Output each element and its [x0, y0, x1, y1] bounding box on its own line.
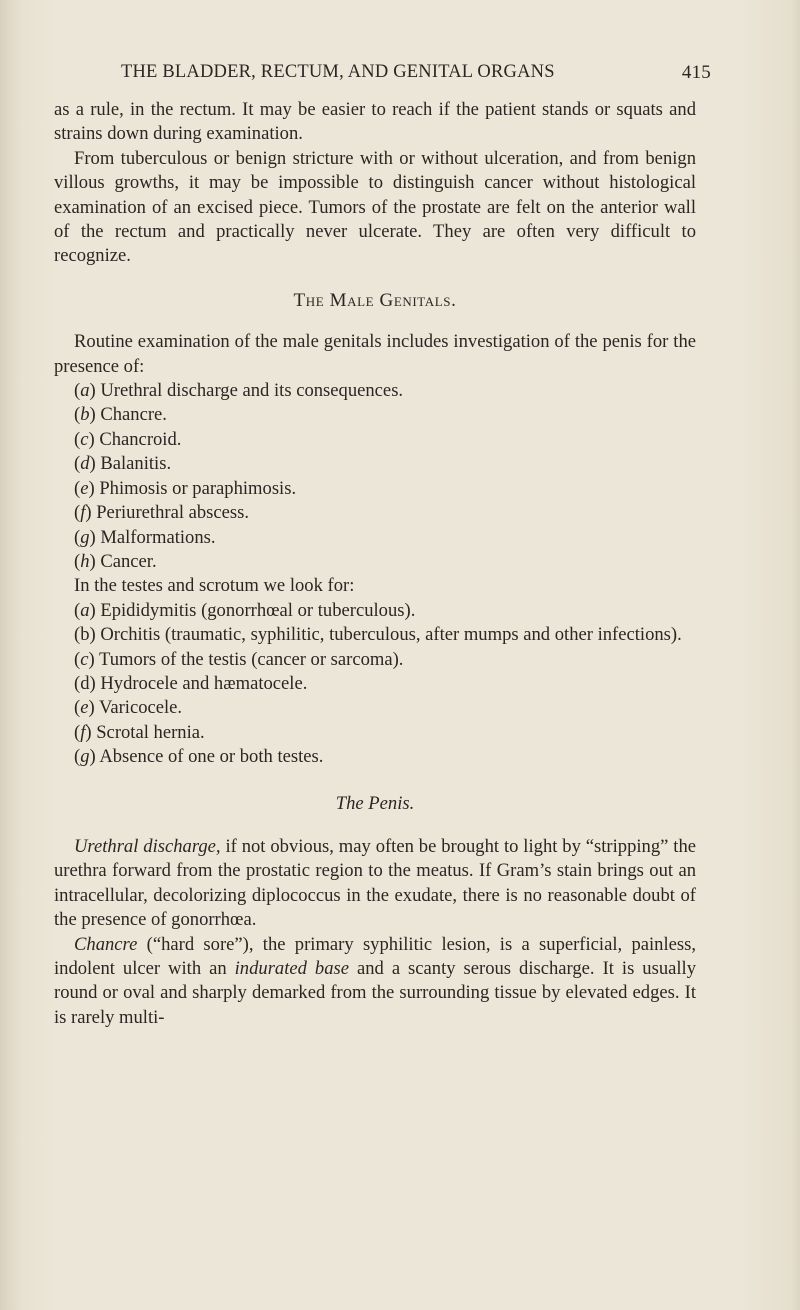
- paragraph-text: (“hard sore”), the primary syphilitic lesion, is a superficial, painless, indolent ulcer with an: [54, 933, 696, 979]
- list-letter: e: [80, 477, 89, 499]
- list-item: (g) Malformations.: [74, 526, 216, 548]
- page-number: 415: [681, 62, 711, 83]
- paragraph-text: if not obvious, may often be brought to light by “stripping” the urethra forward from the prostatic region to the meatus. If Gram’s stain brings out an intracellular, decolorizing diplococcus in the exudate, there is no reasonable doubt of the presence of gonorrhœa.: [54, 835, 697, 931]
- section-heading-penis: The Penis.: [335, 792, 415, 814]
- list-item: (f) Scrotal hernia.: [74, 721, 205, 743]
- list-letter: e: [80, 697, 89, 719]
- list-item-text: Tumors of the testis (cancer or sarcoma).: [98, 648, 404, 670]
- list-letter: c: [80, 428, 89, 450]
- list-letter: f: [80, 502, 86, 524]
- list-item-text: Absence of one or both testes.: [99, 746, 324, 768]
- list-item-text: Urethral discharge and its consequences.: [100, 380, 404, 402]
- list-letter: h: [80, 550, 90, 572]
- list-item: (b) Orchitis (traumatic, syphilitic, tuberculous, after mumps and other infections).: [74, 624, 682, 646]
- list-item-text: Chancre.: [100, 404, 167, 426]
- list-letter: d: [80, 672, 90, 694]
- running-header: [121, 58, 711, 90]
- list-letter: b: [80, 624, 90, 646]
- list-item: (h) Cancer.: [74, 550, 157, 572]
- paragraph-routine-examination: Routine examination of the male genitals includes investigation of the penis for the presence of:: [54, 331, 696, 377]
- list-item-text: Chancroid.: [99, 428, 182, 450]
- testes-findings-list: [54, 599, 696, 770]
- running-title: THE BLADDER, RECTUM, AND GENITAL ORGANS: [121, 62, 555, 82]
- list-letter: a: [80, 380, 90, 402]
- list-item-text: Cancer.: [100, 550, 157, 572]
- list-item-text: Phimosis or paraphimosis.: [99, 477, 297, 499]
- term-indurated-base: indurated base: [234, 958, 350, 979]
- list-letter: g: [80, 526, 90, 548]
- list-item-text: Malformations.: [100, 526, 216, 548]
- penis-findings-list: [54, 379, 696, 574]
- list-item-text: Epididymitis (gonorrhœal or tuberculous).: [100, 599, 416, 621]
- list-item: (d) Hydrocele and hæmatocele.: [74, 672, 308, 694]
- list-letter: c: [80, 648, 89, 670]
- section-heading-male-genitals: The Male Genitals.: [293, 289, 457, 311]
- list-letter: g: [80, 746, 90, 768]
- list-letter: b: [80, 404, 90, 426]
- list-item: (a) Urethral discharge and its consequences.: [74, 380, 404, 402]
- list-item: (f) Periurethral abscess.: [74, 502, 250, 524]
- paragraph-testes-lead: In the testes and scrotum we look for:: [74, 575, 355, 597]
- paragraph-urethral-discharge: [54, 835, 696, 933]
- paragraph-chancre: [54, 933, 696, 1031]
- list-item: (b) Chancre.: [74, 404, 167, 426]
- list-letter: f: [80, 721, 86, 743]
- paragraph-text: and a scanty serous discharge. It is usually round or oval and sharply demarked from the surrounding tissue by elevated edges. It is rarely multi-: [54, 958, 696, 1028]
- paragraph-continuation: as a rule, in the rectum. It may be easier to reach if the patient stands or squats and strains down during examination.: [54, 99, 696, 145]
- term-urethral-discharge: Urethral discharge,: [74, 835, 221, 857]
- paragraph-stricture: From tuberculous or benign stricture with or without ulceration, and from benign villous growths, it may be impossible to distinguish cancer without histological examination of an excised piece. Tumors of the prostate are felt on the anterior wall of the rectum and practically never ulcerate. They are often very difficult to recognize.: [54, 147, 696, 267]
- list-item: (e) Varicocele.: [74, 697, 183, 719]
- page-body: [54, 98, 696, 1030]
- list-item-text: Orchitis (traumatic, syphilitic, tuberculous, after mumps and other infections).: [100, 624, 682, 646]
- list-item-text: Varicocele.: [98, 697, 183, 719]
- list-item-text: Hydrocele and hæmatocele.: [100, 672, 308, 694]
- list-item: (g) Absence of one or both testes.: [74, 746, 324, 768]
- list-item: (c) Chancroid.: [74, 428, 182, 450]
- term-chancre: Chancre: [74, 933, 138, 955]
- list-item: (e) Phimosis or paraphimosis.: [74, 477, 297, 499]
- list-item-text: Balanitis.: [100, 453, 172, 475]
- list-item: (d) Balanitis.: [74, 453, 172, 475]
- list-item-text: Periurethral abscess.: [96, 502, 250, 524]
- list-item: (a) Epididymitis (gonorrhœal or tuberculous).: [74, 599, 416, 621]
- list-letter: d: [80, 453, 90, 475]
- list-letter: a: [80, 599, 90, 621]
- list-item-text: Scrotal hernia.: [96, 721, 205, 743]
- list-item: (c) Tumors of the testis (cancer or sarcoma).: [74, 648, 404, 670]
